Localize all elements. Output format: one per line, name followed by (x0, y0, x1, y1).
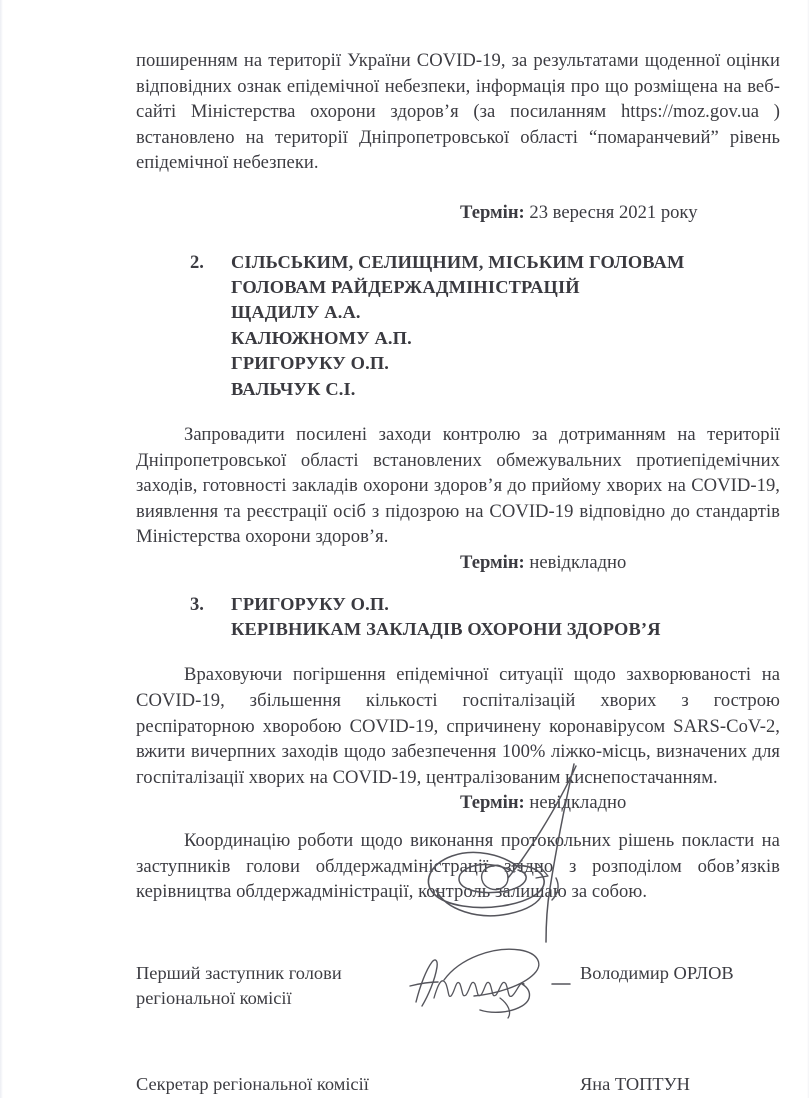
section-2-addressees (231, 250, 780, 402)
signature-row-first-deputy (136, 961, 780, 1012)
spacer (136, 402, 780, 422)
section-3-body: Враховуючи погіршення епідемічної ситуації щодо захворюваності на COVID-19, збільшення кількості госпіталізацій хворих з гострою респіраторною хворобою COVID-19, спричинену коронавірусом SARS-CoV-2, вжити вичерпних заходів щодо забезпечення 100% ліжко-місць, визначених для госпіталізації хворих на COVID-19, централізованим киснепостачанням. (136, 664, 780, 788)
addressee-line: ГОЛОВАМ РАЙДЕРЖАДМІНІСТРАЦІЙ (231, 276, 580, 297)
section-2-number: 2. (190, 251, 204, 273)
term-label: Термін: (460, 551, 525, 573)
term-line-1 (136, 200, 780, 226)
section-3-number: 3. (190, 593, 204, 615)
term-line-3 (136, 790, 780, 816)
term-line-2 (136, 550, 780, 576)
section-2-heading (136, 250, 780, 402)
signature-role (136, 1072, 466, 1097)
addressee-line: КАЛЮЖНОМУ А.П. (231, 327, 412, 348)
spacer (136, 937, 780, 961)
term-label: Термін: (460, 792, 525, 814)
term-value: невідкладно (529, 792, 627, 814)
signature-role-line: Секретар регіональної комісії (136, 1073, 369, 1094)
addressee-line: ЩАДИЛУ А.А. (231, 302, 361, 323)
signature-name: Володимир ОРЛОВ (580, 962, 734, 983)
section-3-addressees (231, 592, 780, 643)
term-label: Термін: (460, 201, 525, 223)
spacer (136, 576, 780, 592)
spacer (136, 905, 780, 937)
spacer (136, 176, 780, 200)
signature-role-line: Перший заступник голови (136, 962, 342, 983)
addressee-line: ВАЛЬЧУК С.І. (231, 378, 356, 399)
spacer (136, 642, 780, 662)
document-body (136, 48, 780, 1097)
addressee-line: ГРИГОРУКУ О.П. (231, 593, 390, 614)
spacer (136, 226, 780, 250)
spacer (136, 816, 780, 828)
term-value: 23 вересня 2021 року (529, 201, 698, 223)
scan-edge-left (0, 0, 3, 1098)
section-2-body: Запровадити посилені заходи контролю за дотриманням на території Дніпропетровської області встановлених обмежувальних протиепідемічних заходів, готовності закладів охорони здоров’я до прийому хворих на COVID-19, виявлення та реєстрації осіб з підозрою на COVID-19 відповідно до стандартів Міністерства охорони здоров’я. (136, 424, 780, 548)
signature-name: Яна ТОПТУН (580, 1073, 690, 1094)
addressee-line: СІЛЬСЬКИМ, СЕЛИЩНИМ, МІСЬКИМ ГОЛОВАМ (231, 251, 685, 272)
signature-role (136, 961, 466, 1012)
paragraph-intro: поширенням на території України COVID-19, за результатами щоденної оцінки відповідних ознак епідемічної небезпеки, інформація про що розміщена на веб-сайті Міністерства охорони здоров’я (за посиланням https://moz.gov.ua ) встановлено на території Дніпропетровської області “помаранчевий” рівень епідемічної небезпеки. (136, 50, 780, 174)
signature-row-secretary (136, 1072, 780, 1097)
spacer (136, 1012, 780, 1044)
spacer (136, 1044, 780, 1072)
addressee-line: КЕРІВНИКАМ ЗАКЛАДІВ ОХОРОНИ ЗДОРОВ’Я (231, 618, 661, 639)
term-value: невідкладно (529, 551, 627, 573)
signature-role-line: регіональної комісії (136, 988, 292, 1009)
section-3-heading (136, 592, 780, 643)
closing-paragraph: Координацію роботи щодо виконання протокольних рішень покласти на заступників голови облдержадміністрації згідно з розподілом обов’язків керівництва облдержадміністрації, контроль залишаю за собою. (136, 829, 780, 903)
addressee-line: ГРИГОРУКУ О.П. (231, 353, 390, 374)
